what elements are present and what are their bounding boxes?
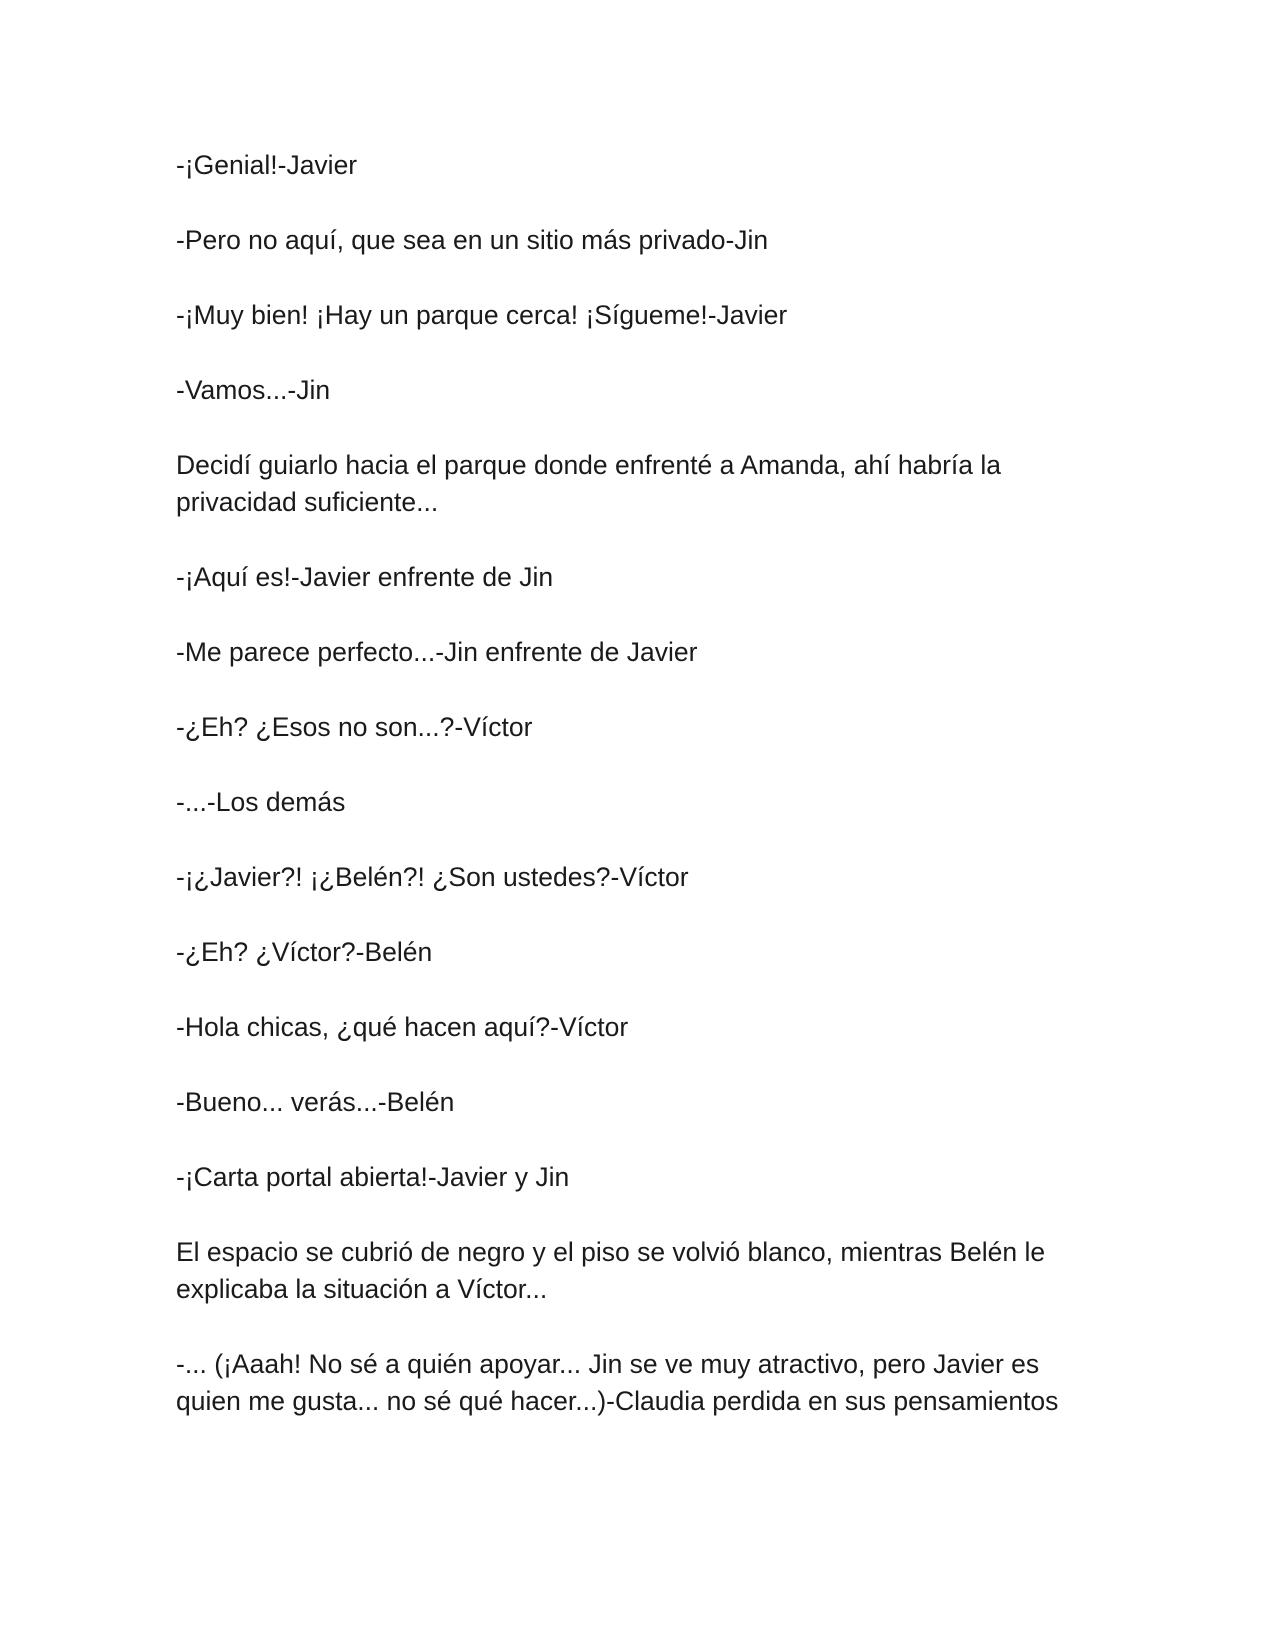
paragraph-2: -Pero no aquí, que sea en un sitio más privado-Jin — [176, 225, 769, 255]
paragraph-8: -¿Eh? ¿Esos no son...?-Víctor — [176, 712, 533, 742]
paragraph-3: -¡Muy bien! ¡Hay un parque cerca! ¡Sígueme!-Javier — [176, 300, 788, 330]
paragraph-1: -¡Genial!-Javier — [176, 150, 358, 180]
document-body — [176, 147, 1101, 1458]
paragraph-10: -¡¿Javier?! ¡¿Belén?! ¿Son ustedes?-Víctor — [176, 862, 689, 892]
paragraph-4: -Vamos...-Jin — [176, 375, 331, 405]
paragraph-13: -Bueno... verás...-Belén — [176, 1087, 455, 1117]
paragraph-9: -...-Los demás — [176, 787, 346, 817]
paragraph-16: -... (¡Aaah! No sé a quién apoyar... Jin se ve muy atractivo, pero Javier es quien me gusta... no sé qué hacer...)-Claudia perdida en sus pensamientos — [176, 1349, 1059, 1416]
paragraph-7: -Me parece perfecto...-Jin enfrente de Javier — [176, 637, 698, 667]
paragraph-6: -¡Aquí es!-Javier enfrente de Jin — [176, 562, 554, 592]
paragraph-5: Decidí guiarlo hacia el parque donde enfrenté a Amanda, ahí habría la privacidad suficiente... — [176, 450, 1002, 517]
paragraph-14: -¡Carta portal abierta!-Javier y Jin — [176, 1162, 570, 1192]
paragraph-15: El espacio se cubrió de negro y el piso se volvió blanco, mientras Belén le explicaba la situación a Víctor... — [176, 1237, 1046, 1304]
paragraph-12: -Hola chicas, ¿qué hacen aquí?-Víctor — [176, 1012, 629, 1042]
paragraph-11: -¿Eh? ¿Víctor?-Belén — [176, 937, 433, 967]
